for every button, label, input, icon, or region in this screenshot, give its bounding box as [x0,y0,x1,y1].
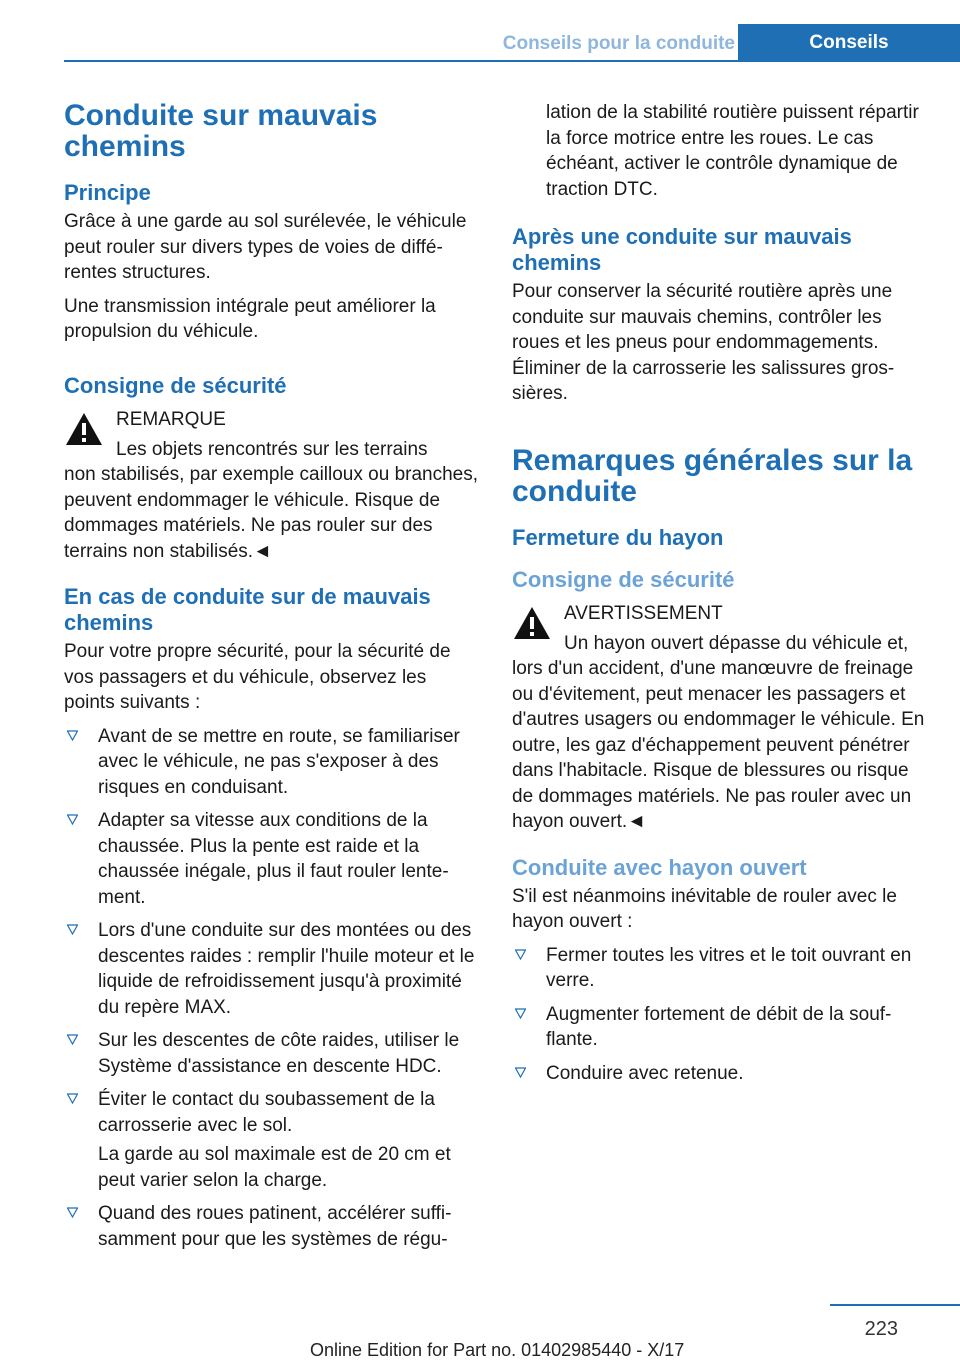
paragraph-bad-roads-intro: Pour votre propre sécurité, pour la sécurité de vos passagers et du véhicule, observez les points suivants : [64,641,451,713]
heading-safety-notice: Consigne de sécurité [64,372,287,398]
triangle-bullet-icon [67,1207,78,1218]
triangle-bullet-icon [515,1008,526,1019]
safety-notice-remarque [64,405,478,565]
notice-body: non stabilisés, par exemple cailloux ou branches, peuvent endommager le véhicule. Risque de dommages matériels. Ne pas rouler sur des terrains non stabilisés.◄ [64,464,479,562]
footer-rule [830,1304,960,1306]
paragraph-principe-1: Grâce à une garde au sol surélevée, le véhicule peut rouler sur divers types de voies de différentes structures. [64,211,467,283]
list-item: Conduire avec retenue. [512,1061,926,1087]
right-column [512,100,926,1094]
heading-principe: Principe [64,180,151,205]
bullet-list-bad-roads-cont [64,1201,478,1252]
triangle-bullet-icon [515,1067,526,1078]
bullet-list-bad-roads [64,724,478,1139]
list-item: Augmenter fortement de débit de la soufflante. [512,1002,926,1053]
list-item: Quand des roues patinent, accélérer suffisamment pour que les systèmes de régu- [64,1201,478,1252]
left-column [64,100,478,1260]
list-item: Avant de se mettre en route, se familiariser avec le véhicule, ne pas s'exposer à des risques en conduisant. [64,724,478,801]
safety-notice-avertissement [512,599,926,835]
list-item: Adapter sa vitesse aux conditions de la chaussée. Plus la pente est raide et la chaussée inégale, plus il faut rouler lentement. [64,808,478,910]
paragraph-after-bad-roads: Pour conserver la sécurité routière après une conduite sur mauvais chemins, contrôler les roues et les pneus pour endommagements. Éliminer de la carrosserie les salissures grossières. [512,281,895,404]
paragraph-open-hatch-intro: S'il est néanmoins inévitable de rouler avec le hayon ouvert : [512,885,897,932]
notice-first-line: Les objets rencontrés sur les terrains [116,438,428,460]
notice-label: REMARQUE [116,408,226,430]
header-rule [64,60,960,62]
list-item: Sur les descentes de côte raides, utiliser le Système d'assistance en descente HDC. [64,1028,478,1079]
heading-hatch-closing: Fermeture du hayon [512,524,724,550]
footer-edition: Online Edition for Part no. 01402985440 - X/17 [310,1340,685,1360]
list-item: Lors d'une conduite sur des montées ou des descentes raides : remplir l'huile moteur et le liquide de refroidissement jusqu'à proximité du repère MAX. [64,918,478,1020]
bullet-list-open-hatch [512,943,926,1087]
section-title-bad-roads: Conduite sur mauvais chemins [64,99,378,163]
triangle-bullet-icon [515,949,526,960]
list-item: Éviter le contact du soubassement de la carrosserie avec le sol. [64,1087,478,1138]
list-item: Fermer toutes les vitres et le toit ouvrant en verre. [512,943,926,994]
warning-triangle-icon [512,605,552,641]
triangle-bullet-icon [67,1034,78,1045]
triangle-bullet-icon [67,814,78,825]
triangle-bullet-icon [67,1093,78,1104]
triangle-bullet-icon [67,730,78,741]
section-title-general-remarks: Remarques générales sur la conduite [512,443,913,508]
triangle-bullet-icon [67,924,78,935]
warning-triangle-icon [64,411,104,447]
heading-after-bad-roads: Après une conduite sur mauvais chemins [512,224,852,275]
heading-safety-notice-2: Consigne de sécurité [512,566,735,592]
heading-bad-roads-driving: En cas de conduite sur de mauvais chemins [64,584,431,635]
running-header-chapter-tab: Conseils [738,24,960,60]
notice-label: AVERTISSEMENT [564,602,723,624]
heading-open-hatch-driving: Conduite avec hayon ouvert [512,854,807,880]
notice-first-line: Un hayon ouvert dépasse du véhicule et, [564,632,909,654]
paragraph-principe-2: Une transmission intégrale peut améliorer la propulsion du véhicule. [64,295,436,342]
notice-body: lors d'un accident, d'une manœuvre de freinage ou d'évitement, peut menacer les passagers et d'autres usagers ou endommager le véhicule. En outre, les gaz d'échappement peuvent pénétrer dans l'habitacle. Risque de blessures ou risque de dommages matériels. Ne pas rouler avec un hayon ouvert.◄ [512,658,925,832]
running-header-section: Conseils pour la conduite [502,33,735,54]
list-item-continuation: lation de la stabilité routière puissent répartir la force motrice entre les roues. Le cas échéant, activer le contrôle dynamique de traction DTC. [546,102,919,200]
page-number: 223 [864,1318,898,1340]
list-item-note: La garde au sol maximale est de 20 cm et peut varier selon la charge. [98,1144,451,1191]
